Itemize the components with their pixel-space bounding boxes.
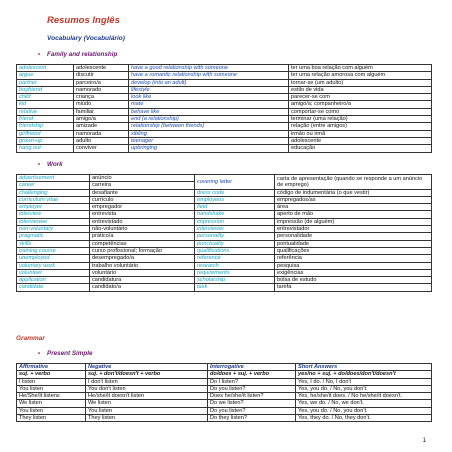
english-term: upbringing [129,145,289,152]
portuguese-term: curso profissional; formação [90,247,195,254]
table-row [17,407,432,414]
short-answer-cell: Yes, you do. / No, you don't. [296,407,432,414]
portuguese-term: adolescente [74,65,129,72]
table-row [17,137,432,144]
english-term: dress code [195,189,275,196]
vocabulary-heading: Vocabulary (Vocabulário) [47,35,125,42]
table-row [17,393,432,400]
table-row [17,262,432,269]
english-term: interviewer [195,226,275,233]
table-row [17,378,432,385]
negative-cell: I don't listen [86,378,208,385]
portuguese-term: código de indumentária (o que vestir) [275,189,432,196]
affirmative-cell: We listen [17,400,86,407]
column-header: Interrogative [208,364,296,371]
english-term: training course [17,247,90,254]
table-row [17,204,432,211]
portuguese-term: carreira [90,182,195,189]
english-term: skills [17,240,90,247]
short-answer-cell: Yes, they do. / No, they don't. [296,415,432,422]
portuguese-term: criança [74,94,129,101]
negative-cell: They listen [86,415,208,422]
table-row [17,247,432,254]
portuguese-term: prático/a [90,233,195,240]
english-term: field [195,204,275,211]
portuguese-term: candidato/a [90,284,195,291]
english-term: non-voluntary [17,226,90,233]
english-term: hang out [17,145,74,152]
english-term: lifestyle [129,86,289,93]
portuguese-term: referência [275,255,432,262]
portuguese-term: adolescente [289,137,432,144]
portuguese-term: personalidade [275,233,432,240]
negative-cell: You don't listen [86,385,208,392]
english-term: relative [17,108,74,115]
english-term: child [17,94,74,101]
page-title: Resumos Inglês [47,15,120,26]
portuguese-term: educação [289,145,432,152]
family-vocabulary-table [16,64,432,153]
table-row [17,196,432,203]
short-answer-cell: Yes, you do. / No, you don't. [296,385,432,392]
bullet-icon: • [37,350,41,357]
english-term: look like [129,94,289,101]
work-vocabulary-table [16,174,432,292]
portuguese-term: namorado [74,86,129,93]
portuguese-term: familiar [74,108,129,115]
portuguese-term: anúncio [90,175,195,182]
table-row [17,79,432,86]
english-term: employer [17,204,90,211]
english-term: research [195,262,275,269]
table-row [17,218,432,225]
table-row [17,145,432,152]
english-term: end (a relationship) [129,116,289,123]
affirmative-cell: He/She/It listens [17,393,86,400]
english-term: sibling [129,130,289,137]
portuguese-term: pontualidade [275,240,432,247]
portuguese-term: qualificações [275,247,432,254]
portuguese-term: conviver [74,145,129,152]
table-row [17,269,432,276]
family-section-heading [31,51,117,58]
portuguese-term: adulto [74,137,129,144]
portuguese-term: desempregado/a [90,255,195,262]
table-row [17,255,432,262]
table-row [17,415,432,422]
english-term: mate [129,101,289,108]
table-row [17,116,432,123]
portuguese-term: amigo/a; companheiro/a [289,101,432,108]
table-row [17,108,432,115]
english-term: relationship (between friends) [129,123,289,130]
column-header: Short Answers [296,364,432,371]
work-section-label: Work [47,161,63,168]
portuguese-term: competências [90,240,195,247]
portuguese-term: namorada [74,130,129,137]
portuguese-term: parceiro/a [74,79,129,86]
english-term: girlfriend [17,130,74,137]
interrogative-cell: Does he/she/it listen? [208,393,296,400]
portuguese-term: ter uma relação amorosa com alguém [289,72,432,79]
portuguese-term: entrevistado [90,218,195,225]
table-row [17,226,432,233]
portuguese-term: candidatura [90,277,195,284]
interrogative-cell: Do you listen? [208,385,296,392]
english-term: kid [17,101,74,108]
portuguese-term: trabalho voluntário [90,262,195,269]
portuguese-term: exigências [275,269,432,276]
interrogative-cell: Do I listen? [208,378,296,385]
interrogative-cell: Do they listen? [208,415,296,422]
table-row [17,284,432,291]
formula-cell: suj. + verbo [17,371,86,378]
english-term: adolescent [17,65,74,72]
english-term: pragmatic [17,233,90,240]
affirmative-cell: You listen [17,385,86,392]
english-term: teenager [129,137,289,144]
portuguese-term: pesquisa [275,262,432,269]
table-row [17,94,432,101]
work-section-heading [31,161,63,168]
table-row [17,211,432,218]
table-row [17,65,432,72]
portuguese-term: carta de apresentação (quando se responde a um anúncio de emprego) [275,175,432,190]
page-number: 1 [422,438,426,444]
family-section-label: Family and relationship [47,51,118,58]
english-term: advertisement [17,175,90,182]
table-row [17,400,432,407]
formula-cell: do/does + suj. + verbo [208,371,296,378]
portuguese-term: tarefa [275,284,432,291]
english-term: behave like [129,108,289,115]
portuguese-term: miúdo [74,101,129,108]
english-term: qualifications [195,247,275,254]
english-term: partner [17,79,74,86]
english-term: interviewee [17,218,90,225]
portuguese-term: desafiante [90,189,195,196]
english-term: voluntary work [17,262,90,269]
table-header-row [17,364,432,371]
table-row [17,86,432,93]
column-header: Negative [86,364,208,371]
short-answer-cell: Yes, we do. / No, we don't. [296,400,432,407]
negative-cell: He/she/it doesn't listen [86,393,208,400]
portuguese-term: amizade [74,123,129,130]
english-term: application [17,277,90,284]
english-term: friendship [17,123,74,130]
portuguese-term: área [275,204,432,211]
portuguese-term: empregador [90,204,195,211]
english-term: impression [195,218,275,225]
english-term: scholarship [195,277,275,284]
portuguese-term: aperto de mão [275,211,432,218]
portuguese-term: tornar-se (um adulto) [289,79,432,86]
present-simple-table [16,363,432,422]
column-header: Affirmative [17,364,86,371]
bullet-icon: • [37,51,41,58]
table-row [17,130,432,137]
interrogative-cell: Do you listen? [208,407,296,414]
english-term: personality [195,233,275,240]
portuguese-term: parecer-se com [289,94,432,101]
table-formula-row [17,371,432,378]
english-term: punctuality [195,240,275,247]
english-term: handshake [195,211,275,218]
portuguese-term: currículo [90,196,195,203]
portuguese-term: amigo/a [74,116,129,123]
english-term: reference [195,255,275,262]
english-term: task [195,284,275,291]
portuguese-term: irmão ou irmã [289,130,432,137]
english-term: challenging [17,189,90,196]
bullet-icon: • [37,161,41,168]
english-term: volunteer [17,269,90,276]
portuguese-term: estilo de vida [289,86,432,93]
portuguese-term: voluntário [90,269,195,276]
formula-cell: yes/no + suj. + do/does/don't/doesn't [296,371,432,378]
portuguese-term: impressão (de alguém) [275,218,432,225]
table-row [17,175,432,182]
table-row [17,189,432,196]
negative-cell: You listen [86,407,208,414]
affirmative-cell: They listen [17,415,86,422]
table-row [17,385,432,392]
affirmative-cell: I listen [17,378,86,385]
table-row [17,123,432,130]
grammar-heading: Grammar [16,335,45,342]
portuguese-term: comportar-se como [289,108,432,115]
english-term: covering letter [195,175,275,190]
table-row [17,233,432,240]
english-term: friend [17,116,74,123]
portuguese-term: entrevistador [275,226,432,233]
english-term: have a good relationship with someone [129,65,289,72]
portuguese-term: ter uma boa relação com alguém [289,65,432,72]
affirmative-cell: You listen [17,407,86,414]
english-term: employees [195,196,275,203]
present-simple-heading [31,350,93,357]
english-term: boyfriend [17,86,74,93]
english-term: argue [17,72,74,79]
table-row [17,72,432,79]
english-term: candidate [17,284,90,291]
portuguese-term: relação (entre amigos) [289,123,432,130]
interrogative-cell: Do we listen? [208,400,296,407]
table-row [17,277,432,284]
portuguese-term: terminar (uma relação) [289,116,432,123]
portuguese-term: não-voluntário [90,226,195,233]
negative-cell: We listen [86,400,208,407]
english-term: unemployed [17,255,90,262]
english-term: requirements [195,269,275,276]
portuguese-term: entrevista [90,211,195,218]
english-term: career [17,182,90,189]
portuguese-term: bolsa de estudo [275,277,432,284]
english-term: interview [17,211,90,218]
present-simple-label: Present Simple [47,350,93,357]
table-row [17,240,432,247]
table-row [17,101,432,108]
english-term: develop (into an adult) [129,79,289,86]
english-term: grown-up [17,137,74,144]
english-term: curriculum vitae [17,196,90,203]
portuguese-term: discutir [74,72,129,79]
formula-cell: suj. + don't/doesn't + verbo [86,371,208,378]
portuguese-term: empregados/as [275,196,432,203]
short-answer-cell: Yes, he/she/it does. / No he/she/it doesn't. [296,393,432,400]
english-term: have a romantic relationship with someone [129,72,289,79]
short-answer-cell: Yes, I do. / No, I don't [296,378,432,385]
